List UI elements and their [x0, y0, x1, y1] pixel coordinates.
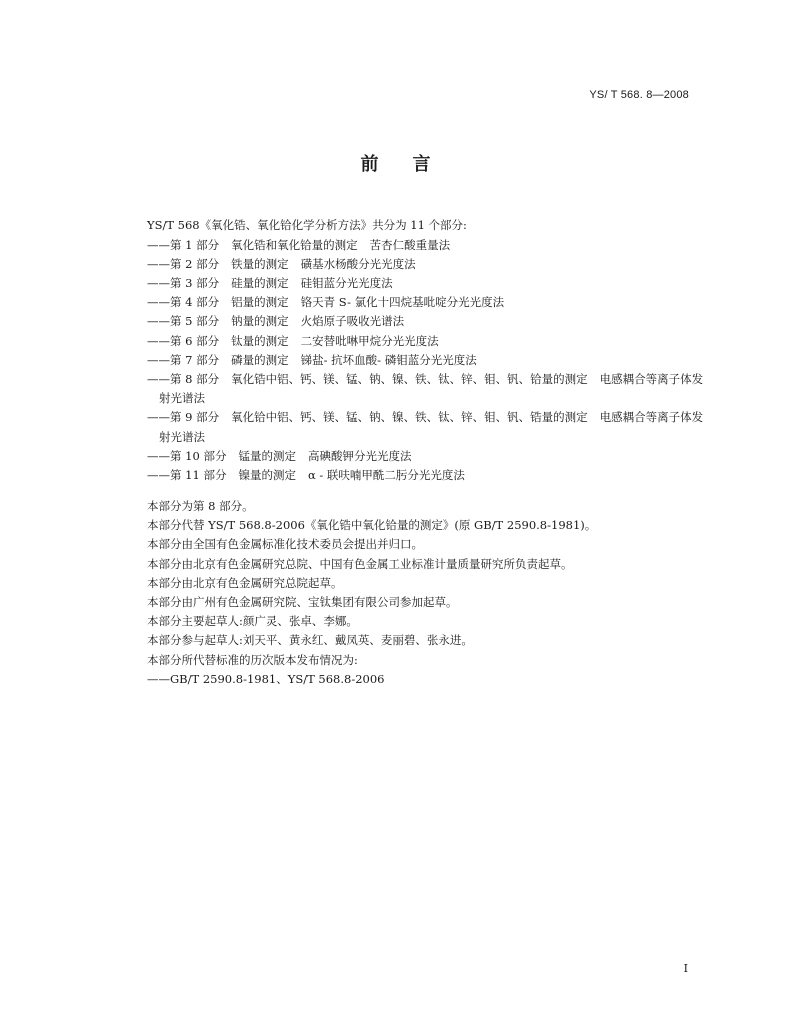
page-number: I	[683, 962, 688, 975]
list-item: ——第 2 部分 铁量的测定 磺基水杨酸分光光度法	[147, 256, 416, 271]
list-item: ——第 7 部分 磷量的测定 锑盐- 抗坏血酸- 磷钼蓝分光光度法	[147, 352, 477, 367]
list-item: ——第 4 部分 铝量的测定 铬天青 S- 氯化十四烷基吡啶分光光度法	[147, 295, 505, 310]
list-item: ——第 6 部分 钛量的测定 二安替吡啉甲烷分光光度法	[147, 333, 439, 348]
standard-code: YS/ T 568. 8—2008	[589, 89, 689, 101]
list-item: ——第 9 部分 氧化铪中铝、钙、镁、锰、钠、镍、铁、钛、锌、钼、钒、锆量的测定 电感耦合等离子体发射光谱法	[147, 410, 704, 444]
notes-section	[147, 497, 596, 689]
parts-list	[147, 236, 704, 486]
note-line: 本部分主要起草人:颜广灵、张卓、李娜。	[147, 614, 358, 629]
list-item: ——第 5 部分 钠量的测定 火焰原子吸收光谱法	[147, 314, 405, 329]
note-line: 本部分由全国有色金属标准化技术委员会提出并归口。	[147, 537, 423, 552]
note-line: ——GB/T 2590.8-1981、YS/T 568.8-2006	[147, 671, 385, 686]
list-item: ——第 8 部分 氧化锆中铝、钙、镁、锰、钠、镍、铁、钛、锌、钼、钒、铪量的测定 电感耦合等离子体发射光谱法	[147, 371, 704, 406]
note-line: 本部分由北京有色金属研究总院起草。	[147, 575, 343, 590]
list-item: ——第 10 部分 锰量的测定 高碘酸钾分光光度法	[147, 448, 412, 463]
note-line: 本部分为第 8 部分。	[147, 499, 254, 513]
note-line: 本部分由广州有色金属研究院、宝钛集团有限公司参加起草。	[147, 595, 458, 610]
page-title: 前言	[360, 154, 465, 175]
list-item: ——第 3 部分 硅量的测定 硅钼蓝分光光度法	[147, 275, 393, 290]
note-line: 本部分所代替标准的历次版本发布情况为:	[147, 652, 358, 667]
note-line: 本部分参与起草人:刘天平、黄永红、戴凤英、麦丽碧、张永进。	[147, 633, 473, 648]
list-item: ——第 1 部分 氧化锆和氧化铪量的测定 苦杏仁酸重量法	[147, 237, 451, 252]
intro-paragraph: YS/T 568《氧化锆、氧化铪化学分析方法》共分为 11 个部分:	[147, 218, 467, 232]
list-item: ——第 11 部分 镍量的测定 α - 联呋喃甲酰二肟分光光度法	[147, 467, 465, 482]
note-line: 本部分由北京有色金属研究总院、中国有色金属工业标准计量质量研究所负责起草。	[147, 556, 573, 571]
note-line: 本部分代替 YS/T 568.8-2006《氧化锆中氧化铪量的测定》(原 GB/T 2590.8-1981)。	[147, 518, 597, 533]
